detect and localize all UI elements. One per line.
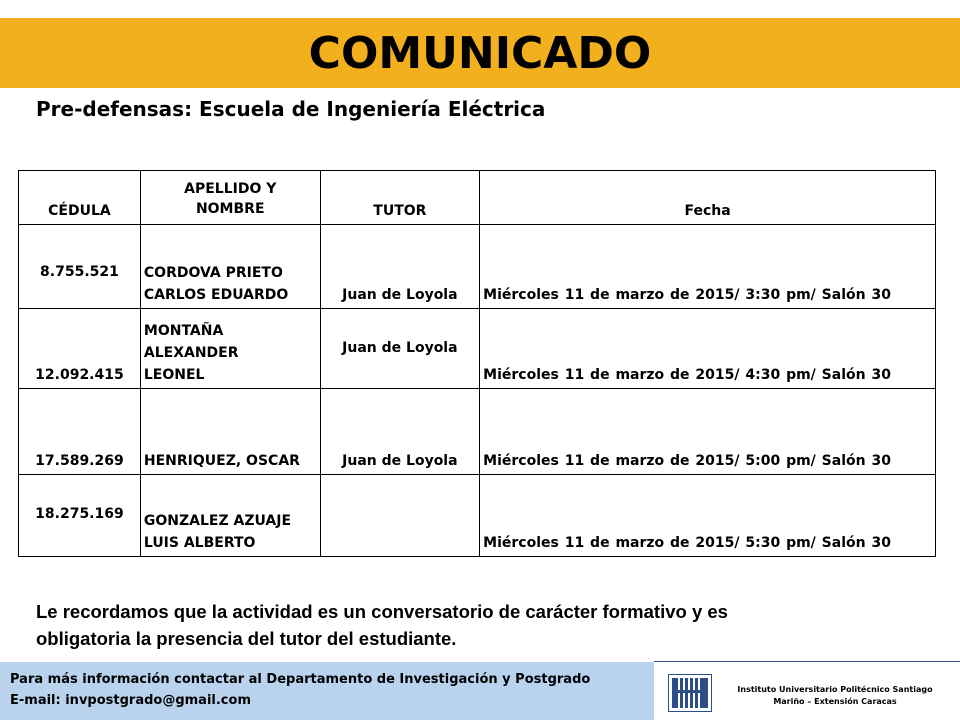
schedule-table [18, 170, 936, 557]
institution-line1: Instituto Universitario Politécnico Santiago [737, 685, 933, 694]
table-row [19, 309, 936, 389]
table-row [19, 389, 936, 475]
footer-institution [654, 662, 960, 720]
contact-email: E-mail: invpostgrado@gmail.com [10, 693, 251, 708]
nombre-cell: HENRIQUEZ, OSCAR [140, 389, 320, 475]
cedula-cell: 18.275.169 [19, 475, 141, 557]
header-nombre-line1: APELLIDO Y [184, 181, 277, 197]
contact-text: Para más información contactar al Departamento de Investigación y Postgrado [10, 672, 591, 687]
header-nombre-line2: NOMBRE [195, 201, 265, 217]
tutor-cell: Juan de Loyola [320, 389, 480, 475]
fecha-cell: Miércoles 11 de marzo de 2015/ 5:00 pm/ Salón 30 [480, 389, 936, 475]
header-tutor: TUTOR [320, 171, 480, 225]
tutor-cell: Juan de Loyola [320, 225, 480, 309]
nombre-line: CORDOVA PRIETO [143, 265, 283, 281]
fecha-cell: Miércoles 11 de marzo de 2015/ 5:30 pm/ Salón 30 [480, 475, 936, 557]
institution-line2: Mariño – Extensión Caracas [773, 697, 897, 706]
nombre-cell [140, 225, 320, 309]
reminder-line2: obligatoria la presencia del tutor del estudiante. [36, 628, 457, 649]
nombre-line: GONZALEZ AZUAJE [143, 513, 292, 529]
fecha-cell: Miércoles 11 de marzo de 2015/ 4:30 pm/ Salón 30 [480, 309, 936, 389]
nombre-cell [140, 475, 320, 557]
nombre-line: ALEXANDER [143, 345, 239, 361]
tutor-cell [320, 475, 480, 557]
footer-contact [0, 662, 654, 720]
header-fecha: Fecha [480, 171, 936, 225]
institution-name [724, 684, 946, 708]
reminder-note [36, 598, 936, 652]
fecha-cell: Miércoles 11 de marzo de 2015/ 3:30 pm/ Salón 30 [480, 225, 936, 309]
subtitle: Pre-defensas: Escuela de Ingeniería Eléctrica [36, 97, 546, 121]
header-banner [0, 18, 960, 88]
table-row [19, 475, 936, 557]
header-cedula: CÉDULA [19, 171, 141, 225]
iupsm-logo-icon [668, 674, 712, 712]
nombre-line: CARLOS EDUARDO [143, 287, 289, 303]
page-title: COMUNICADO [308, 27, 652, 79]
header-nombre [140, 171, 320, 225]
nombre-line: MONTAÑA [143, 323, 224, 339]
reminder-line1: Le recordamos que la actividad es un conversatorio de carácter formativo y es [36, 601, 728, 622]
table-header-row [19, 171, 936, 225]
nombre-cell [140, 309, 320, 389]
nombre-line: LEONEL [143, 367, 205, 383]
cedula-cell: 17.589.269 [19, 389, 141, 475]
cedula-cell: 12.092.415 [19, 309, 141, 389]
nombre-line: LUIS ALBERTO [143, 535, 256, 551]
cedula-cell: 8.755.521 [19, 225, 141, 309]
tutor-cell: Juan de Loyola [320, 309, 480, 389]
table-row [19, 225, 936, 309]
